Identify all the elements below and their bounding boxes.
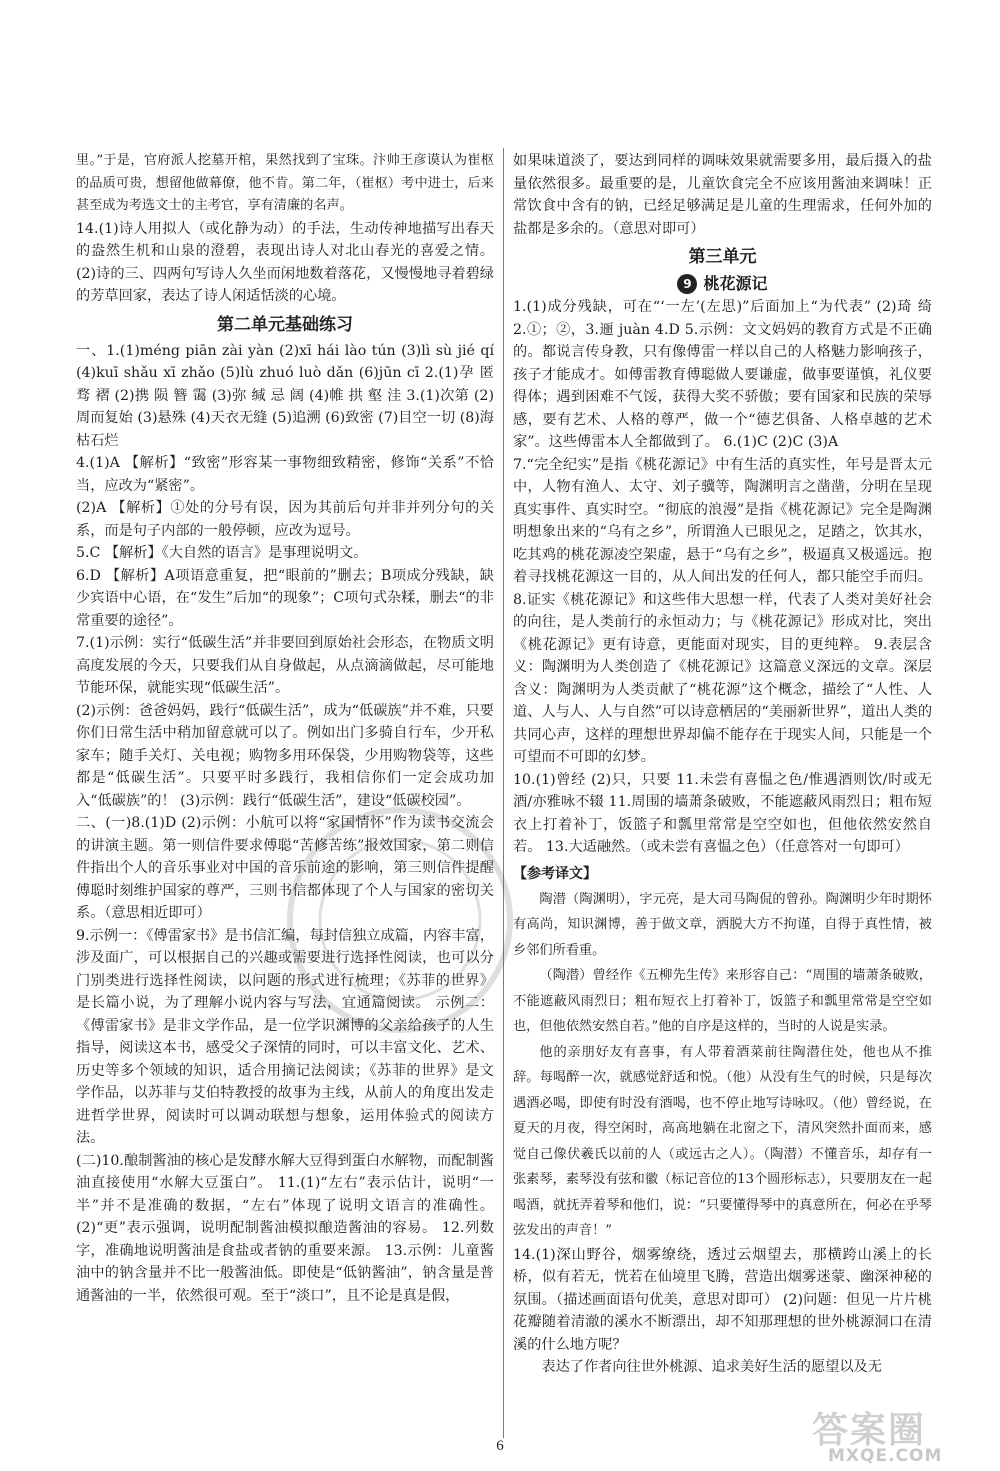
unit-title: 第三单元 — [688, 247, 757, 267]
answer-10-13: (二)10.酿制酱油的核心是发酵水解大豆得到蛋白水解物，而配制酱油直接使用“水解大豆蛋白”。 11.(1)“左右”表示估计，说明“一半”并不是准确的数据，“左右”体现了说明文语言的准确性。 (2)“更”表示强调，说明配制酱油模拟酿造酱油的容易。 12.列数字，准确地说明酱油是食盐或者钠的重要来源。 13.示例：儿童酱油中的钠含量并不比一般酱油低。即使是“低钠酱油”，钠含量是普通酱油的一半，依然很可观。至于“淡口”，且不论是真是假， — [76, 1152, 494, 1304]
answer-7-2: (2)示例：爸爸妈妈，践行“低碳生活”，成为“低碳族”并不难，只要你们日常生活中稍加留意就可以了。例如出门多骑自行车，少开私家车；随手关灯、关电视；购物多用环保袋，少用购物袋等，这些都是“低碳生活”。只要平时多践行，我相信你们一定会成功加入“低碳族”的！ (3)示例：践行“低碳生活”，建设“低碳校园”。 — [76, 702, 494, 809]
answer-13-continued: 如果味道淡了，要达到同样的调味效果就需要多用，最后摄入的盐量依然很多。最重要的是，儿童饮食完全不应该用酱油来调味！正常饮食中含有的钠，已经足够满足是儿童的生理需求，任何外加的盐都是多余的。（意思对即可） — [513, 153, 932, 237]
answer-7-1: 7.(1)示例：实行“低碳生活”并非要回到原始社会形态，在物质文明高度发展的今天，只要我们从自身做起，从点滴滴做起，尽可能地节能环保，就能实现“低碳生活”。 — [76, 635, 494, 696]
lesson-heading — [513, 272, 932, 296]
answers-1-6: 1.(1)成分残缺，可在“‘一左’(左思)”后面加上“为代表” (2)琦 绮 2.①；②，3.逦 juàn 4.D 5.示例：文文妈妈的教育方式是不正确的。都说言传身教，只有像傅雷一样以自己的人格魅力影响孩子，孩子才能成才。如傅雷教育傅聪做人要谦虚，做事要谨慎，礼仪要得体；遇到困难不气馁，获得大奖不骄傲；要有国家和民族的荣辱感，要有艺术、人格的尊严，做一个“德艺俱备、人格卓越的艺术家”。这些傅雷本人全都做到了。 6.(1)C (2)C (3)A — [513, 299, 932, 450]
answer-4-1: 4.(1)A 【解析】“致密”形容某一事物细致精密，修饰“关系”不恰当，应改为“紧密”。 — [76, 455, 494, 494]
right-column — [513, 150, 932, 1379]
answers-7-9: 7.“完全纪实”是指《桃花源记》中有生活的真实性，年号是晋太元中，人物有渔人、太守、刘子骥等，陶渊明言之凿凿，分明在呈现真实事件、真实时空。“彻底的浪漫”是指《桃花源记》完全是陶渊明想象出来的“乌有之乡”，所谓渔人已眼见之，足踏之，饮其水，吃其鸡的桃花源凌空架虚，悬于“乌有之乡”，极逼真又极遥远。抱着寻找桃花源这一目的，从人间出发的任何人，都只能空手而归。 8.证实《桃花源记》和这些伟大思想一样，代表了人类对美好社会的向往，是人类前行的永恒动力；与《桃花源记》形成对比，突出《桃花源记》更有诗意，更能面对现实，目的更纯粹。 9.表层含义：陶渊明为人类创造了《桃花源记》这篇意义深远的文章。深层含义：陶渊明为人类贡献了“桃花源”这个概念，描绘了“人性、人道、人与人、人与自然”可以诗意栖居的“美丽新世界”，道出人类的共同心声，这样的理想世界却偏不能存在于现实人间，只能是一个可望而不可即的幻梦。 — [513, 456, 933, 765]
lesson-number-badge: 9 — [677, 274, 697, 294]
answer-14-right: 14.(1)深山野谷，烟雾缭绕，透过云烟望去，那横跨山溪上的长桥，似有若无，恍若在仙境里飞腾，营造出烟雾迷蒙、幽深神秘的氛围。（描述画面语句优美，意思对即可） (2)问题：但见一片片桃花瓣随着清澈的溪水不断漂出，却不知那理想的世外桃源洞口在清溪的什么地方呢？ — [513, 1246, 932, 1353]
answer-4-2: (2)A 【解析】①处的分号有误，因为其前后句并非并列分句的关系，而是句子内部的一般停顿，应改为逗号。 — [76, 500, 494, 539]
reference-translation-heading: 【参考译文】 — [513, 865, 597, 882]
answer-14: 14.(1)诗人用拟人（或化静为动）的手法，生动传神地描写出春天的盎然生机和山泉的澄碧，表现出诗人对北山春光的喜爱之情。 (2)诗的三、四两句写诗人久坐而闲地数着落花，又慢慢地寻着碧绿的芳草回家，表达了诗人闲适恬淡的心境。 — [76, 220, 494, 304]
section-title-unit2: 第二单元基础练习 — [217, 314, 353, 335]
translation-para-3: 他的亲朋好友有喜事，有人带着酒菜前往陶潜住处，他也从不推辞。每喝醉一次，就感觉舒适和悦。（他）从没有生气的时候，只是每次遇酒必喝，即使有时没有酒喝，也不停止地写诗咏叹。（他）曾经说，在夏天的月夜，得空闲时，高高地躺在北窗之下，清风突然扑面而来，感觉自己像伏羲氏以前的人（或远古之人）。（陶潜）不懂音乐，却存有一张素琴，素琴没有弦和徽（标记音位的13个圆形标志），只要朋友在一起喝酒，就抚弄着琴和他们，说：“只要懂得琴中的真意所在，何必在乎琴弦发出的声音！” — [513, 1044, 932, 1238]
watermark-site: MXQE.COM — [828, 1446, 943, 1466]
left-column — [76, 150, 494, 1307]
answer-9: 9.示例一：《傅雷家书》是书信汇编，每封信独立成篇，内容丰富，涉及面广，可以根据自己的兴趣或需要进行选择性阅读，也可以分门别类进行选择性阅读，以问题的形式进行梳理；《苏菲的世界》是长篇小说，为了理解小说内容与写法，宜通篇阅读。 示例二：《傅雷家书》是非文学作品，是一位学识渊博的父亲给孩子的人生指导，阅读这本书，感受父子深情的同时，可以丰富文化、艺术、历史等多个领域的知识，适合用摘记法阅读；《苏菲的世界》是文学作品，以苏菲与艾伯特教授的故事为主线，从前人的角度出发走进哲学世界，阅读时可以调动联想与想象，运用体验式的阅读方法。 — [76, 927, 494, 1146]
answer-1-3: 一、1.(1)méng piān zài yàn (2)xī hái lào tún (3)lì sù jié qí (4)kuī shǎu xī zhǎo (5)lù zhuó luò dǎn (6)jūn cī 2.(1)孕 匿 骛 褶 (2)携 陨 簪 霭 (3)弥 缄 忌 阔 (4)帷 拱 壑 洼 3.(1)次第 (2)周而复始 (3)悬殊 (4)天衣无缝 (5)追溯 (6)致密 (7)目空一切 (8)海枯石烂 — [76, 342, 494, 449]
answer-6: 6.D 【解析】A项语意重复，把“眼前的”删去；B项成分残缺，缺少宾语中心语，在“发生”后加“的现象”；C项句式杂糅，删去“的非常重要的途径”。 — [76, 567, 494, 629]
page-number: 6 — [496, 1438, 504, 1454]
answer-14-tail: 表达了作者向往世外桃源、追求美好生活的愿望以及无 — [541, 1359, 882, 1375]
answer-8: 二、(一)8.(1)D (2)示例：小航可以将“家国情怀”作为读书交流会的讲演主题。第一则信件要求傅聪“苦修苦练”报效国家，第二则信件指出个人的音乐事业对中国的音乐前途的影响，第三则信件提醒傅聪时刻维护国家的尊严，三则书信都体现了个人与国家的密切关系。（意思相近即可） — [76, 815, 494, 921]
answers-10-13: 10.(1)曾经 (2)只，只要 11.未尝有喜愠之色/惟遇酒则饮/时或无酒/亦雅咏不辍 11.周围的墙萧条破败，不能遮蔽风雨烈日；粗布短衣上打着补丁，饭篮子和瓢里常常是空空如也，但他依然安然自若。 13.大适融然。（或未尝有喜愠之色）（任意答对一句即可） — [513, 771, 932, 855]
paragraph-story-end: 里。”于是，官府派人挖墓开棺，果然找到了宝珠。汴帅王彦谟认为崔枢的品质可贵，想留他做幕僚，他不肯。第二年，（崔枢）考中进士，后来甚至成为考选文士的主考官，享有清廉的名声。 — [76, 153, 494, 213]
translation-para-1: 陶潜（陶渊明），字元亮，是大司马陶侃的曾孙。陶渊明少年时期怀有高尚，知识渊博，善于做文章，洒脱大方不拘谨，自得于真性情，被乡邻们所看重。 — [513, 891, 932, 958]
translation-para-2: （陶潜）曾经作《五柳先生传》来形容自己：“周围的墙萧条破败，不能遮蔽风雨烈日；粗布短衣上打着补丁，饭篮子和瓢里常常是空空如也，但他依然安然自若。”他的自序是这样的，当时的人说是实录。 — [513, 968, 932, 1034]
answer-5: 5.C 【解析】《大自然的语言》是事理说明文。 — [76, 545, 368, 561]
watermark-logo: 答案圈 — [812, 1410, 927, 1451]
lesson-title: 桃花源记 — [703, 274, 768, 293]
